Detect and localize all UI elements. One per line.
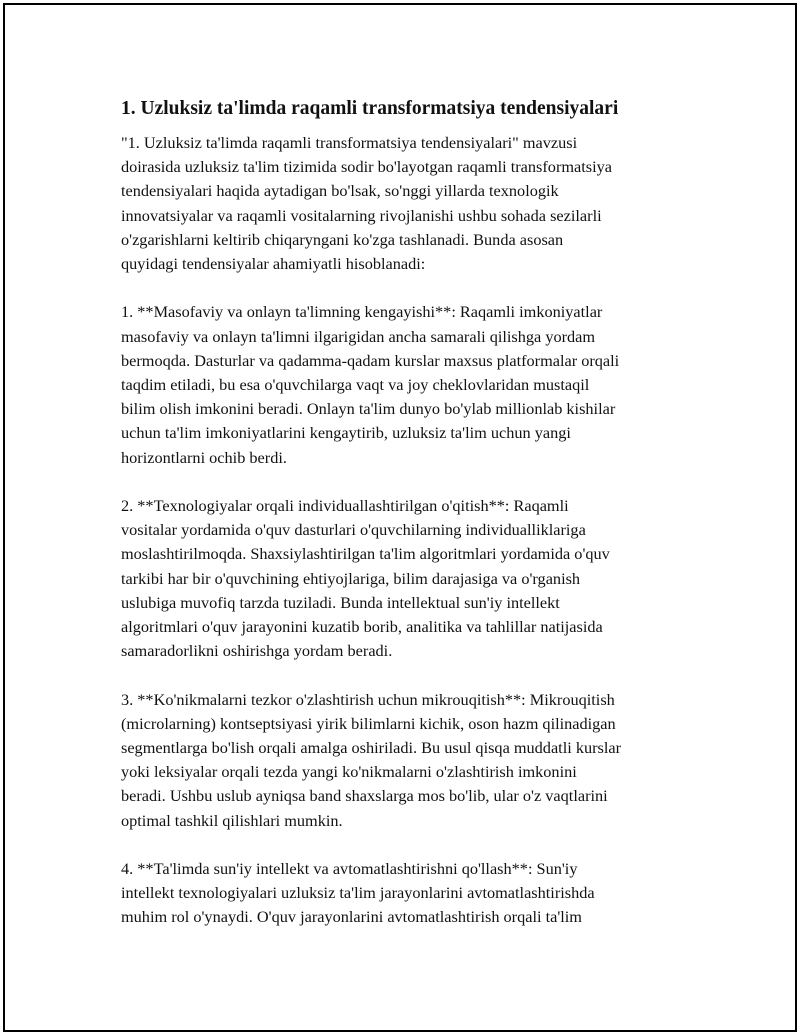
text-line: bilim olish imkonini beradi. Onlayn ta'lim dunyo bo'ylab millionlab kishilar — [121, 399, 616, 419]
list-item-4-paragraph — [121, 857, 693, 930]
text-line: moslashtirilmoqda. Shaxsiylashtirilgan ta'lim algoritmlari yordamida o'quv — [121, 544, 610, 564]
text-line: doirasida uzluksiz ta'lim tizimida sodir bo'layotgan raqamli transformatsiya — [121, 157, 613, 177]
text-line: segmentlarga bo'lish orqali amalga oshiriladi. Bu usul qisqa muddatli kurslar — [121, 738, 622, 758]
document-title: 1. Uzluksiz ta'limda raqamli transformatsiya tendensiyalari — [121, 98, 619, 119]
text-line: 3. **Ko'nikmalarni tezkor o'zlashtirish uchun mikrouqitish**: Mikrouqitish — [121, 689, 615, 709]
text-line: tarkibi har bir o'quvchining ehtiyojlariga, bilim darajasiga va o'rganish — [121, 568, 581, 588]
intro-paragraph — [121, 131, 693, 276]
text-line: vositalar yordamida o'quv dasturlari o'quvchilarning individualliklariga — [121, 520, 586, 540]
text-line: uslubiga muvofiq tarzda tuziladi. Bunda intellektual sun'iy intellekt — [121, 592, 560, 612]
text-line: muhim rol o'ynaydi. O'quv jarayonlarini avtomatlashtirish orqali ta'lim — [121, 907, 582, 927]
text-line: algoritmlari o'quv jarayonini kuzatib borib, analitika va tahlillar natijasida — [121, 617, 603, 637]
text-line: innovatsiyalar va raqamli vositalarning rivojlanishi ushbu sohada sezilarli — [121, 205, 602, 225]
text-line: quyidagi tendensiyalar ahamiyatli hisoblanadi: — [121, 254, 426, 274]
list-item-1-paragraph — [121, 300, 693, 469]
page-frame — [3, 3, 797, 1032]
text-line: intellekt texnologiyalari uzluksiz ta'lim jarayonlarini avtomatlashtirishda — [121, 883, 595, 903]
text-line: optimal tashkil qilishlari mumkin. — [121, 810, 343, 830]
text-line: o'zgarishlarni keltirib chiqaryngani ko'zga tashlanadi. Bunda asosan — [121, 229, 564, 249]
text-line: beradi. Ushbu uslub ayniqsa band shaxslarga mos bo'lib, ular o'z vaqtlarini — [121, 786, 608, 806]
text-line: bermoqda. Dasturlar va qadamma-qadam kurslar maxsus platformalar orqali — [121, 350, 620, 370]
text-line: "1. Uzluksiz ta'limda raqamli transformatsiya tendensiyalari" mavzusi — [121, 133, 578, 152]
text-line: taqdim etiladi, bu esa o'quvchilarga vaqt va joy cheklovlaridan mustaqil — [121, 375, 590, 395]
text-line: samaradorlikni oshirishga yordam beradi. — [121, 641, 393, 661]
text-line: uchun ta'lim imkoniyatlarini kengaytirib, uzluksiz ta'lim uchun yangi — [121, 423, 571, 443]
text-line: tendensiyalari haqida aytadigan bo'lsak, so'nggi yillarda texnologik — [121, 181, 559, 201]
text-line: 2. **Texnologiyalar orqali individuallashtirilgan o'qitish**: Raqamli — [121, 496, 569, 516]
list-item-2-paragraph — [121, 494, 693, 663]
document-body — [121, 97, 693, 954]
text-line: (microlarning) kontseptsiyasi yirik bilimlarni kichik, oson hazm qilinadigan — [121, 713, 616, 733]
text-line: masofaviy va onlayn ta'limni ilgarigidan ancha samarali qilishga yordam — [121, 326, 596, 346]
text-line: yoki leksiyalar orqali tezda yangi ko'nikmalarni o'zlashtirish imkonini — [121, 762, 577, 782]
list-item-3-paragraph — [121, 688, 693, 833]
text-line: horizontlarni ochib berdi. — [121, 447, 287, 467]
text-line: 4. **Ta'limda sun'iy intellekt va avtomatlashtirishni qo'llash**: Sun'iy — [121, 859, 578, 879]
text-line: 1. **Masofaviy va onlayn ta'limning kengayishi**: Raqamli imkoniyatlar — [121, 302, 603, 322]
